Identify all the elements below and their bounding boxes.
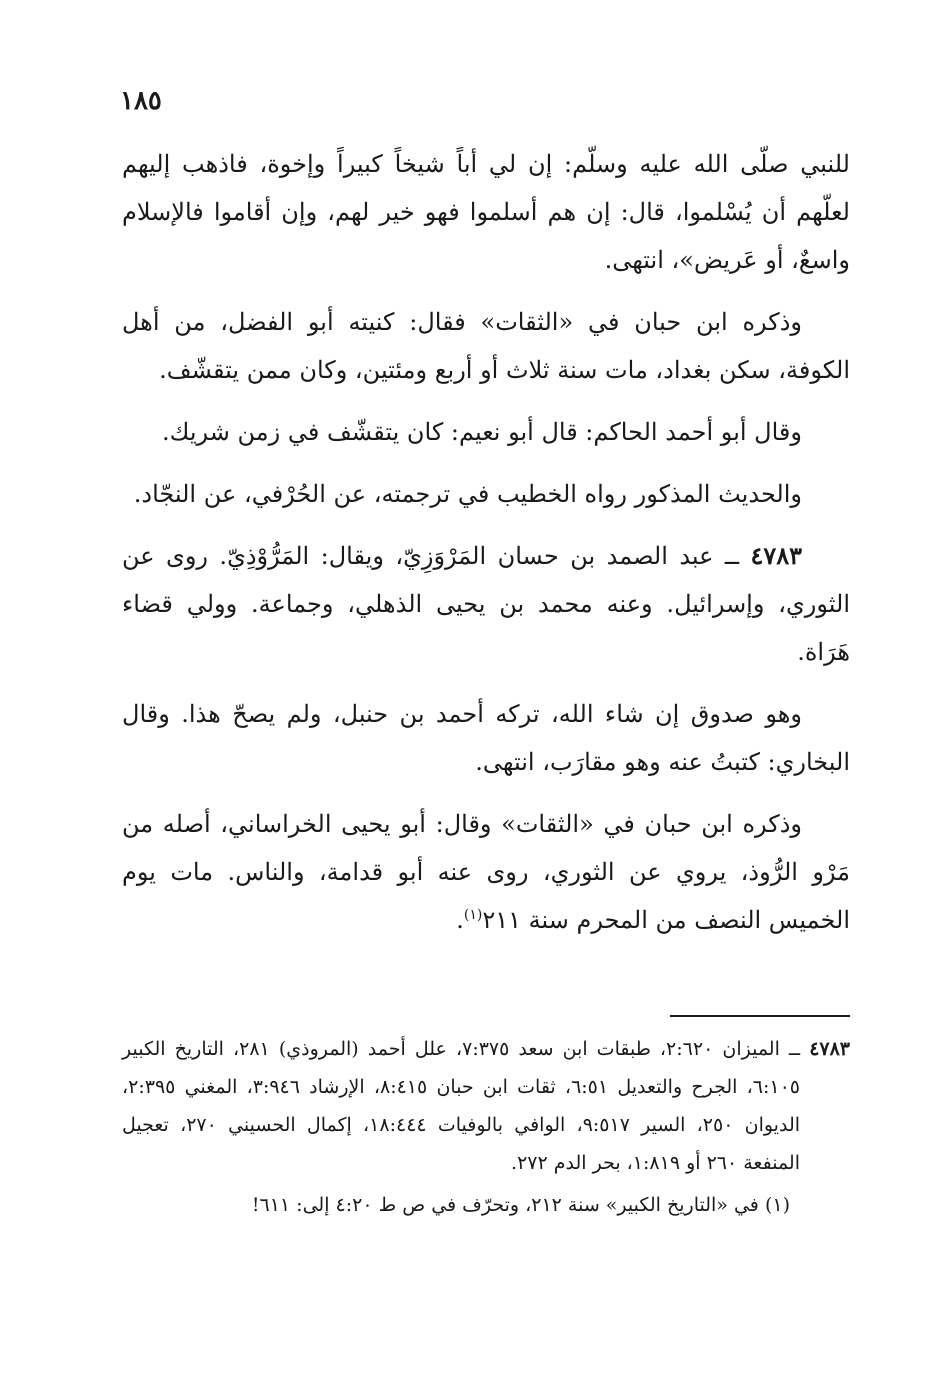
paragraph-3: وقال أبو أحمد الحاكم: قال أبو نعيم: كان يتقشّف في زمن شريك. — [161, 418, 802, 446]
paragraph-2: وذكره ابن حبان في «الثقات» فقال: كنيته أبو الفضل، من أهل الكوفة، سكن بغداد، مات سنة ثلاث أو أربع ومئتين، وكان ممن يتقشّف. — [122, 308, 850, 384]
paragraph-4: والحديث المذكور رواه الخطيب في ترجمته، عن الحُرْفي، عن النجّاد. — [133, 480, 802, 508]
page-number: ١٨٥ — [120, 86, 162, 116]
paragraph-1: للنبي صلّى الله عليه وسلّم: إن لي أباً شيخاً كبيراً وإخوة، فاذهب إليهم لعلّهم أن يُسْلموا، قال: إن هم أسلموا فهو خير لهم، وإن أقاموا فالإسلام واسعٌ، أو عَريض»، انتهى. — [122, 150, 850, 274]
sources-number: ٤٧٨٣ — [809, 1038, 851, 1060]
sources-text: ــ الميزان ٢:٦٢٠، طبقات ابن سعد ٧:٣٧٥، علل أحمد (المروذي) ٢٨١، التاريخ الكبير ٦:١٠٥، الجرح والتعديل ٦:٥١، ثقات ابن حبان ٨:٤١٥، الإرشاد ٣:٩٤٦، المغني ٢:٣٩٥، الديوان ٢٥٠، السير ٩:٥١٧، الوافي بالوفيات ١٨:٤٤٤، إكمال الحسيني ٢٧٠، تعجيل المنفعة ٢٦٠ أو ١:٨١٩، بحر الدم ٢٧٢. — [122, 1038, 801, 1174]
paragraph-6: وهو صدوق إن شاء الله، تركه أحمد بن حنبل، ولم يصحّ هذا. وقال البخاري: كتبتُ عنه وهو مقارَب، انتهى. — [122, 700, 850, 776]
footnote-1-number: (١) — [764, 1194, 790, 1216]
entry-paragraph — [122, 532, 850, 676]
sources-footnote — [122, 1030, 850, 1182]
main-text — [122, 140, 850, 958]
footnote-divider — [670, 1015, 850, 1017]
footnote-1-text: في «التاريخ الكبير» سنة ٢١٢، وتحرّف في ص ط ٤:٢٠ إلى: ٦١١! — [251, 1194, 759, 1216]
paragraph-7-text: وذكره ابن حبان في «الثقات» وقال: أبو يحيى الخراساني، أصله من مَرْو الرُّوذ، يروي عن الثوري، روى عنه أبو قدامة، والناس. مات يوم الخميس النصف من المحرم سنة ٢١١ — [122, 810, 850, 934]
footnotes — [122, 1030, 850, 1224]
entry-text: ــ عبد الصمد بن حسان المَرْوَزِيّ، ويقال: المَرُّوْذِيّ. روى عن الثوري، وإسرائيل. وعنه محمد بن يحيى الذهلي، وجماعة. وولي قضاء هَرَاة. — [122, 542, 850, 666]
paragraph-7-end: . — [456, 906, 464, 934]
footnote-1 — [122, 1186, 850, 1224]
paragraph-7 — [122, 800, 850, 944]
footnote-marker[interactable]: (١) — [463, 907, 483, 923]
entry-number: ٤٧٨٣ — [750, 541, 802, 570]
